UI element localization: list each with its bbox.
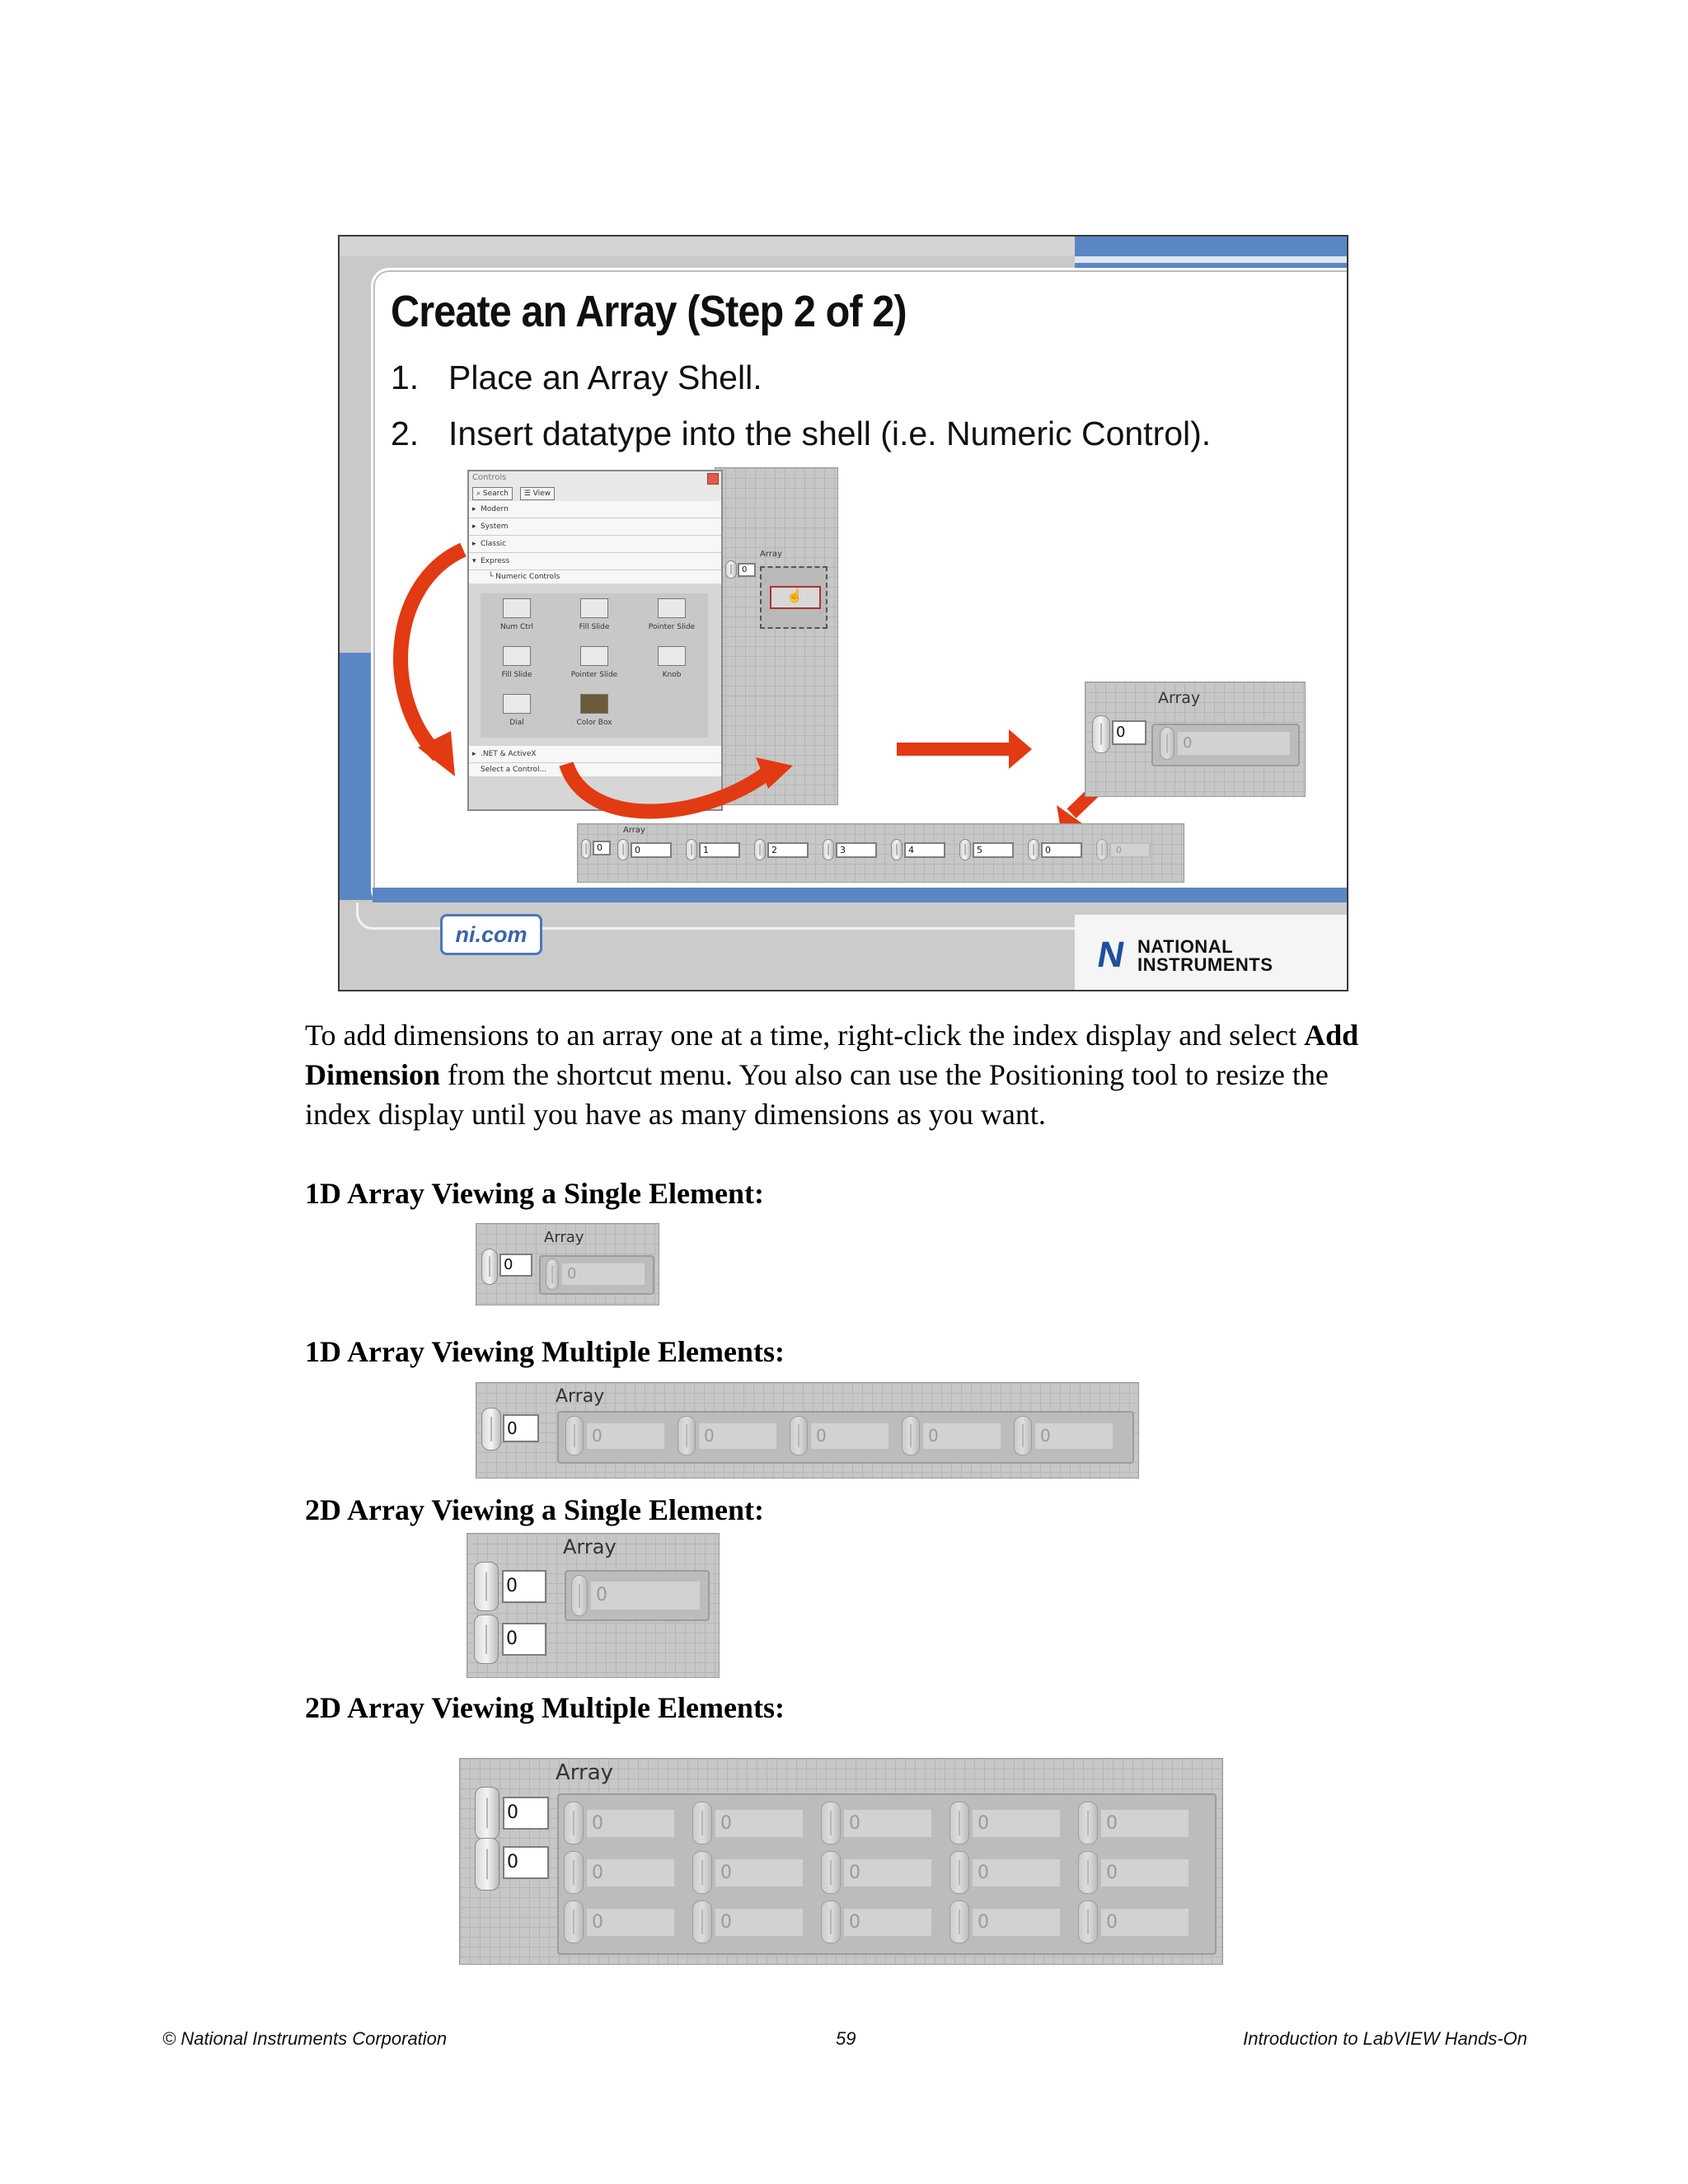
palette-item-pointer-slide-v[interactable]: Pointer Slide: [561, 646, 627, 679]
palette-category-dotnet[interactable]: ▸ .NET & ActiveX: [469, 746, 721, 763]
slide-multi-element-spinner[interactable]: [891, 839, 903, 860]
slide-single-index-field[interactable]: 0: [1112, 720, 1146, 745]
element-field: 0: [842, 1907, 933, 1938]
hand-cursor-icon: ☝: [786, 589, 803, 603]
palette-item-fill-slide-v[interactable]: Fill Slide: [484, 646, 550, 679]
slide-single-index-spinner[interactable]: [1092, 715, 1110, 753]
array-label: Array: [556, 1760, 614, 1785]
palette-status-text: Select a Control...: [469, 763, 721, 776]
element-field: 0: [697, 1422, 778, 1451]
row-index-field[interactable]: 0: [503, 1797, 549, 1830]
ni-logo: [1075, 915, 1347, 991]
element-field: 0: [921, 1422, 1002, 1451]
slide-multi-element-spinner[interactable]: [617, 839, 629, 860]
slide-multi-element-spinner[interactable]: [1028, 839, 1039, 860]
palette-item-color-box[interactable]: Color Box: [561, 694, 627, 727]
straight-arrow-right-head: [1009, 729, 1032, 769]
element-spinner: [950, 1900, 969, 1943]
palette-item-knob[interactable]: Knob: [639, 646, 705, 679]
element-field: 0: [560, 1262, 646, 1286]
slide-multi-element-field[interactable]: 5: [973, 842, 1014, 858]
index-field[interactable]: 0: [503, 1414, 539, 1442]
element-spinner: [790, 1416, 808, 1455]
element-field: 0: [585, 1422, 666, 1451]
palette-category-system[interactable]: ▸ System: [469, 518, 721, 536]
body-paragraph: To add dimensions to an array one at a time, right-click the index display and select Add Dimension from the shortcut menu. You also can use the Positioning tool to resize the index display until you have as many dimensions as you want.: [305, 1019, 1359, 1131]
palette-category-classic[interactable]: ▸ Classic: [469, 536, 721, 553]
slide-multi-element-field: 0: [1109, 842, 1151, 858]
element-spinner: [821, 1851, 841, 1894]
element-field: 0: [585, 1808, 676, 1839]
element-field: 0: [1100, 1907, 1190, 1938]
element-spinner: [821, 1802, 841, 1844]
element-field: 0: [809, 1422, 890, 1451]
element-field: 0: [585, 1907, 676, 1938]
slide-multi-element-field[interactable]: 3: [836, 842, 877, 858]
slide-multi-element-field[interactable]: 1: [699, 842, 740, 858]
element-spinner: [692, 1802, 712, 1844]
example-1d-multiple: [476, 1382, 1139, 1479]
palette-category-express[interactable]: ▾ Express: [469, 553, 721, 570]
palette-search-button[interactable]: ⌕ Search: [472, 487, 513, 500]
element-spinner: [1014, 1416, 1032, 1455]
index-field[interactable]: 0: [499, 1254, 532, 1277]
palette-subcategory[interactable]: └ Numeric Controls: [469, 570, 721, 583]
element-spinner: [1078, 1851, 1098, 1894]
slide-multi-element-field[interactable]: 4: [904, 842, 945, 858]
palette-item-num-ctrl[interactable]: Num Ctrl: [484, 598, 550, 631]
ni-logo-line1: NATIONAL: [1137, 936, 1234, 957]
slide-multi-element-spinner: [1096, 839, 1108, 860]
slide-step-2: 2. Insert datatype into the shell (i.e. Numeric Control).: [391, 415, 1212, 452]
heading-2d-multiple: 2D Array Viewing Multiple Elements:: [305, 1691, 785, 1724]
element-spinner: [564, 1900, 584, 1943]
index-spinner[interactable]: [481, 1249, 498, 1285]
slide-title: Create an Array (Step 2 of 2): [391, 287, 907, 336]
shell-index-field[interactable]: 0: [738, 563, 756, 577]
search-icon: ⌕: [476, 490, 481, 498]
element-field: 0: [1034, 1422, 1114, 1451]
footer-page-number: 59: [836, 2028, 856, 2049]
element-spinner: [678, 1416, 696, 1455]
element-spinner: [564, 1851, 584, 1894]
column-index-spinner[interactable]: [474, 1615, 499, 1664]
element-field: 0: [714, 1858, 804, 1888]
slide-image: [338, 235, 1348, 991]
array-label: Array: [563, 1535, 617, 1558]
ni-eagle-icon: N: [1094, 935, 1128, 975]
slide-multi-element-spinner[interactable]: [823, 839, 834, 860]
slide-multi-array-label: Array: [623, 826, 645, 835]
row-index-spinner[interactable]: [474, 1562, 499, 1611]
element-field: 0: [589, 1580, 701, 1611]
element-field: 0: [971, 1808, 1062, 1839]
palette-item-pointer-slide-h[interactable]: Pointer Slide: [639, 598, 705, 631]
array-label: Array: [544, 1229, 584, 1246]
element-spinner: [546, 1258, 559, 1290]
slide-single-array: [1085, 682, 1306, 797]
column-index-field[interactable]: 0: [502, 1623, 546, 1656]
slide-multi-element-field[interactable]: 0: [1041, 842, 1082, 858]
palette-title: Controls: [469, 471, 721, 485]
ni-logo-line2: INSTRUMENTS: [1137, 954, 1273, 975]
slide-multi-element-spinner[interactable]: [754, 839, 766, 860]
palette-item-dial[interactable]: Dial: [484, 694, 550, 727]
element-spinner: [571, 1575, 588, 1616]
element-field: 0: [971, 1858, 1062, 1888]
element-spinner: [902, 1416, 920, 1455]
element-field: 0: [585, 1858, 676, 1888]
element-field: 0: [842, 1858, 933, 1888]
element-field: 0: [971, 1907, 1062, 1938]
slide-multi-element-spinner[interactable]: [686, 839, 697, 860]
slide-multi-index-spinner[interactable]: [581, 839, 591, 859]
straight-arrow-right: [897, 743, 1012, 756]
slide-step-1: 1. Place an Array Shell.: [391, 359, 762, 396]
slide-multi-element-spinner[interactable]: [959, 839, 971, 860]
row-index-field[interactable]: 0: [502, 1570, 546, 1603]
element-field: 0: [1100, 1858, 1190, 1888]
example-2d-multiple: [459, 1758, 1223, 1965]
element-spinner: [564, 1802, 584, 1844]
example-2d-single: [467, 1533, 720, 1678]
list-icon: ☰: [523, 490, 531, 498]
palette-item-fill-slide-h[interactable]: Fill Slide: [561, 598, 627, 631]
curved-arrow-bottom: [566, 764, 768, 812]
ni-com-badge: ni.com: [440, 914, 542, 955]
curved-arrow-left: [401, 550, 463, 756]
element-spinner: [692, 1851, 712, 1894]
footer-copyright: © National Instruments Corporation: [162, 2028, 448, 2049]
palette-category-modern[interactable]: ▸ Modern: [469, 501, 721, 518]
footer-book-title: Introduction to LabVIEW Hands-On: [1243, 2028, 1527, 2049]
element-spinner: [1078, 1802, 1098, 1844]
array-label: Array: [556, 1386, 605, 1407]
heading-1d-single: 1D Array Viewing a Single Element:: [305, 1177, 764, 1210]
slide-multi-array: [577, 823, 1184, 883]
element-spinner: [565, 1416, 584, 1455]
palette-view-button[interactable]: ☰ View: [520, 487, 555, 500]
index-spinner[interactable]: [481, 1408, 501, 1451]
element-field: 0: [842, 1808, 933, 1839]
slide-multi-element-field[interactable]: 0: [631, 842, 672, 858]
element-field: 0: [714, 1907, 804, 1938]
row-index-spinner[interactable]: [475, 1787, 499, 1840]
shell-array-label: Array: [760, 550, 782, 559]
element-field: 0: [1100, 1808, 1190, 1839]
example-1d-single: [476, 1223, 659, 1305]
slide-multi-element-field[interactable]: 2: [767, 842, 809, 858]
element-spinner: [950, 1802, 969, 1844]
column-index-spinner[interactable]: [475, 1838, 499, 1891]
slide-single-array-label: Array: [1158, 689, 1201, 707]
element-spinner: [821, 1900, 841, 1943]
heading-1d-multiple: 1D Array Viewing Multiple Elements:: [305, 1335, 785, 1368]
slide-single-element-spinner: [1160, 727, 1175, 760]
element-field: 0: [714, 1808, 804, 1839]
column-index-field[interactable]: 0: [503, 1846, 549, 1879]
heading-2d-single: 2D Array Viewing a Single Element:: [305, 1493, 764, 1526]
slide-single-element-field: 0: [1176, 730, 1292, 757]
element-spinner: [950, 1851, 969, 1894]
element-spinner: [1078, 1900, 1098, 1943]
slide-multi-index-field[interactable]: 0: [593, 841, 611, 855]
element-spinner: [692, 1900, 712, 1943]
